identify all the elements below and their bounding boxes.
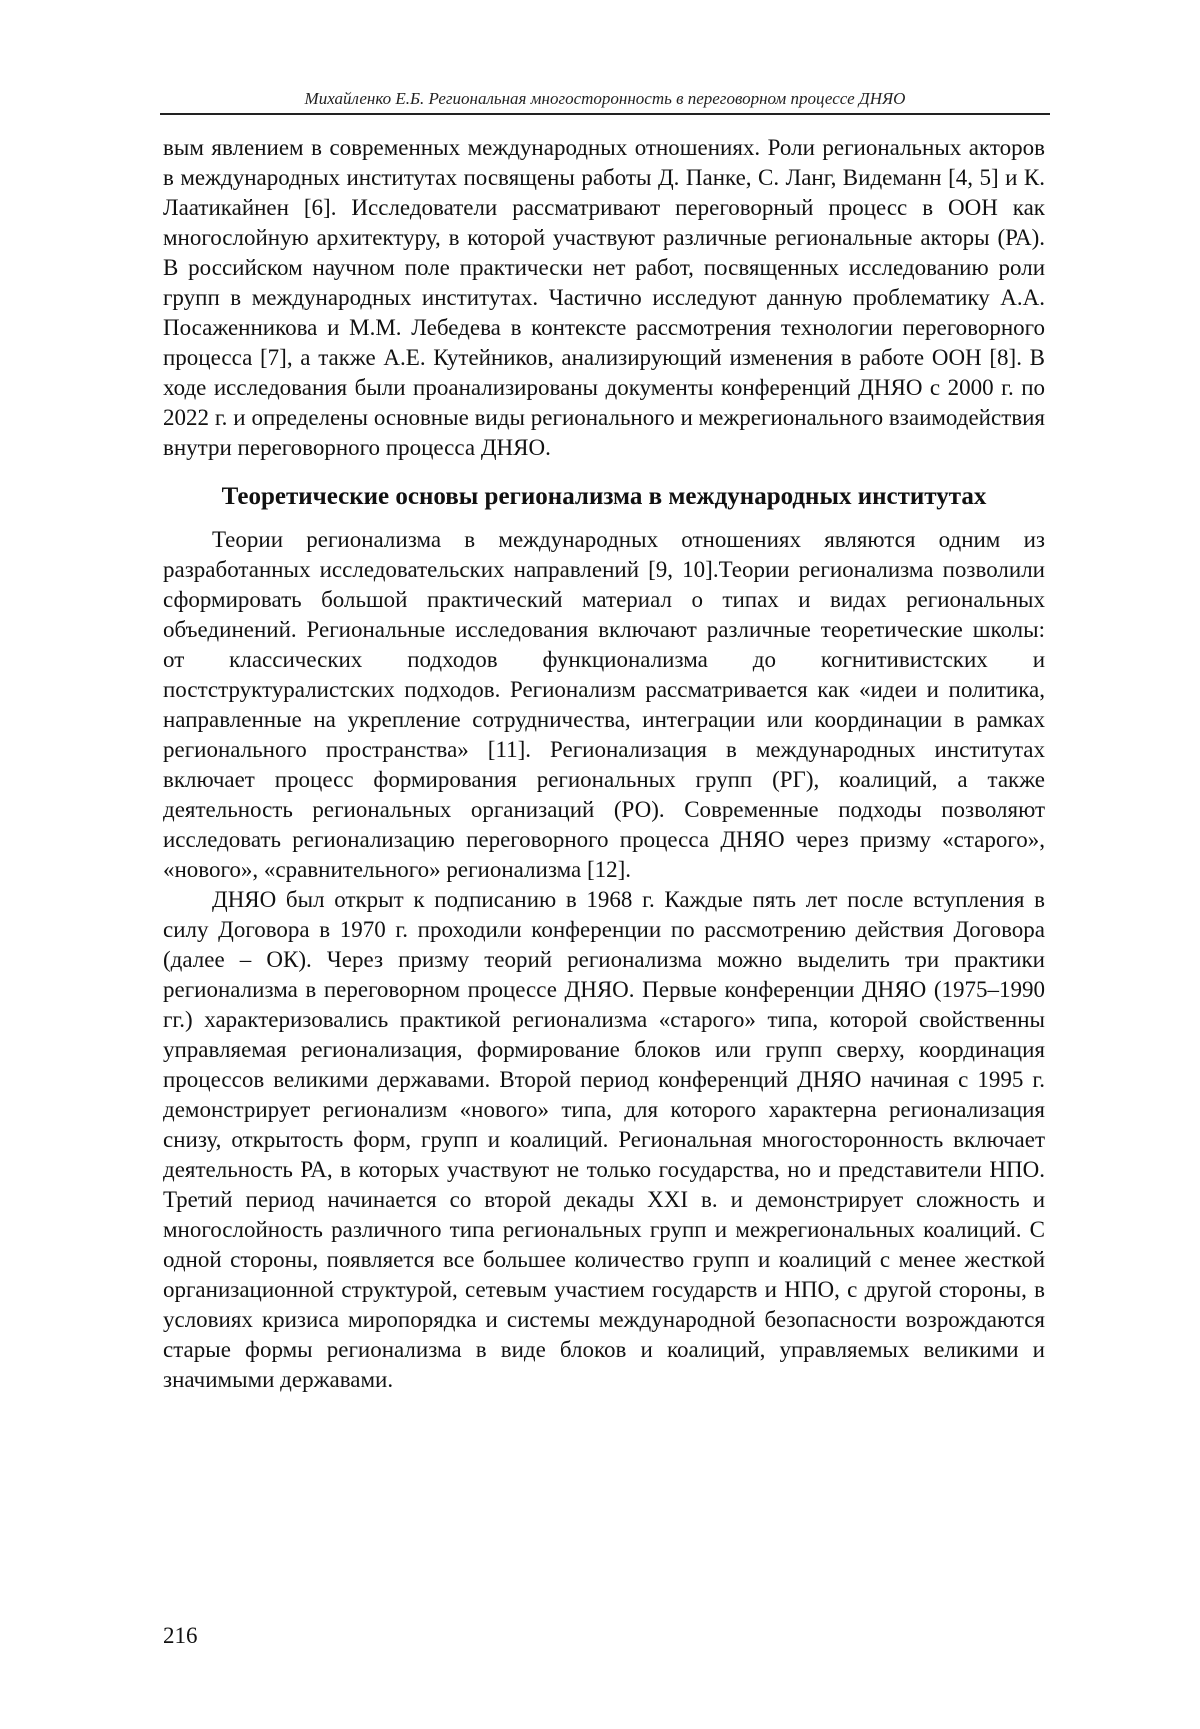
running-header: Михайленко Е.Б. Региональная многосторонность в переговорном процессе ДНЯО <box>304 89 906 108</box>
paragraph-intro: вым явлением в современных международных отношениях. Роли региональных акторов в международных институтах посвящены работы Д. Панке, С. Ланг, Видеманн [4, 5] и К. Лаатикайнен [6]. Исследователи рассматривают переговорный процесс в ООН как многослойную архитектуру, в которой участвуют различные региональные акторы (РА). В российском научном поле практически нет работ, посвященных исследованию роли групп в международных институтах. Частично исследуют данную проблематику А.А. Посаженникова и М.М. Лебедева в контексте рассмотрения технологии переговорного процесса [7], а также А.Е. Кутейников, анализирующий изменения в работе ООН [8]. В ходе исследования были проанализированы документы конференций ДНЯО с 2000 г. по 2022 г. и определены основные виды регионального и межрегионального взаимодействия внутри переговорного процесса ДНЯО. <box>163 135 1045 460</box>
page-number: 216 <box>163 1623 198 1648</box>
body-text <box>163 133 1045 1395</box>
header-rule <box>160 113 1050 115</box>
paragraph-npt-history: ДНЯО был открыт к подписанию в 1968 г. Каждые пять лет после вступления в силу Договора в 1970 г. проходили конференции по рассмотрению действия Договора (далее – ОК). Через призму теорий регионализма можно выделить три практики регионализма в переговорном процессе ДНЯО. Первые конференции ДНЯО (1975–1990 гг.) характеризовались практикой регионализма «старого» типа, которой свойственны управляемая регионализация, формирование блоков или групп сверху, координация процессов великими державами. Второй период конференций ДНЯО начиная с 1995 г. демонстрирует регионализм «нового» типа, для которого характерна регионализация снизу, открытость форм, групп и коалиций. Региональная многосторонность включает деятельность РА, в которых участвуют не только государства, но и представители НПО. Третий период начинается со второй декады XXI в. и демонстрирует сложность и многослойность различного типа региональных групп и межрегиональных коалиций. С одной стороны, появляется все большее количество групп и коалиций с менее жесткой организационной структурой, сетевым участием государств и НПО, с другой стороны, в условиях кризиса миропорядка и системы международной безопасности возрождаются старые формы регионализма в виде блоков и коалиций, управляемых великими и значимыми державами. <box>163 887 1045 1392</box>
section-heading: Теоретические основы регионализма в международных институтах <box>221 483 987 510</box>
paragraph-regionalism-theories: Теории регионализма в международных отношениях являются одним из разработанных исследовательских направлений [9, 10].Теории регионализма позволили сформировать большой практический материал о типах и видах региональных объединений. Региональные исследования включают различные теоретические школы: от классических подходов функционализма до когнитивистских и постструктуралистских подходов. Регионализм рассматривается как «идеи и политика, направленные на укрепление сотрудничества, интеграции или координации в рамках регионального пространства» [11]. Регионализация в международных институтах включает процесс формирования региональных групп (РГ), коалиций, а также деятельность региональных организаций (РО). Современные подходы позволяют исследовать регионализацию переговорного процесса ДНЯО через призму «старого», «нового», «сравнительного» регионализма [12]. <box>163 527 1045 882</box>
